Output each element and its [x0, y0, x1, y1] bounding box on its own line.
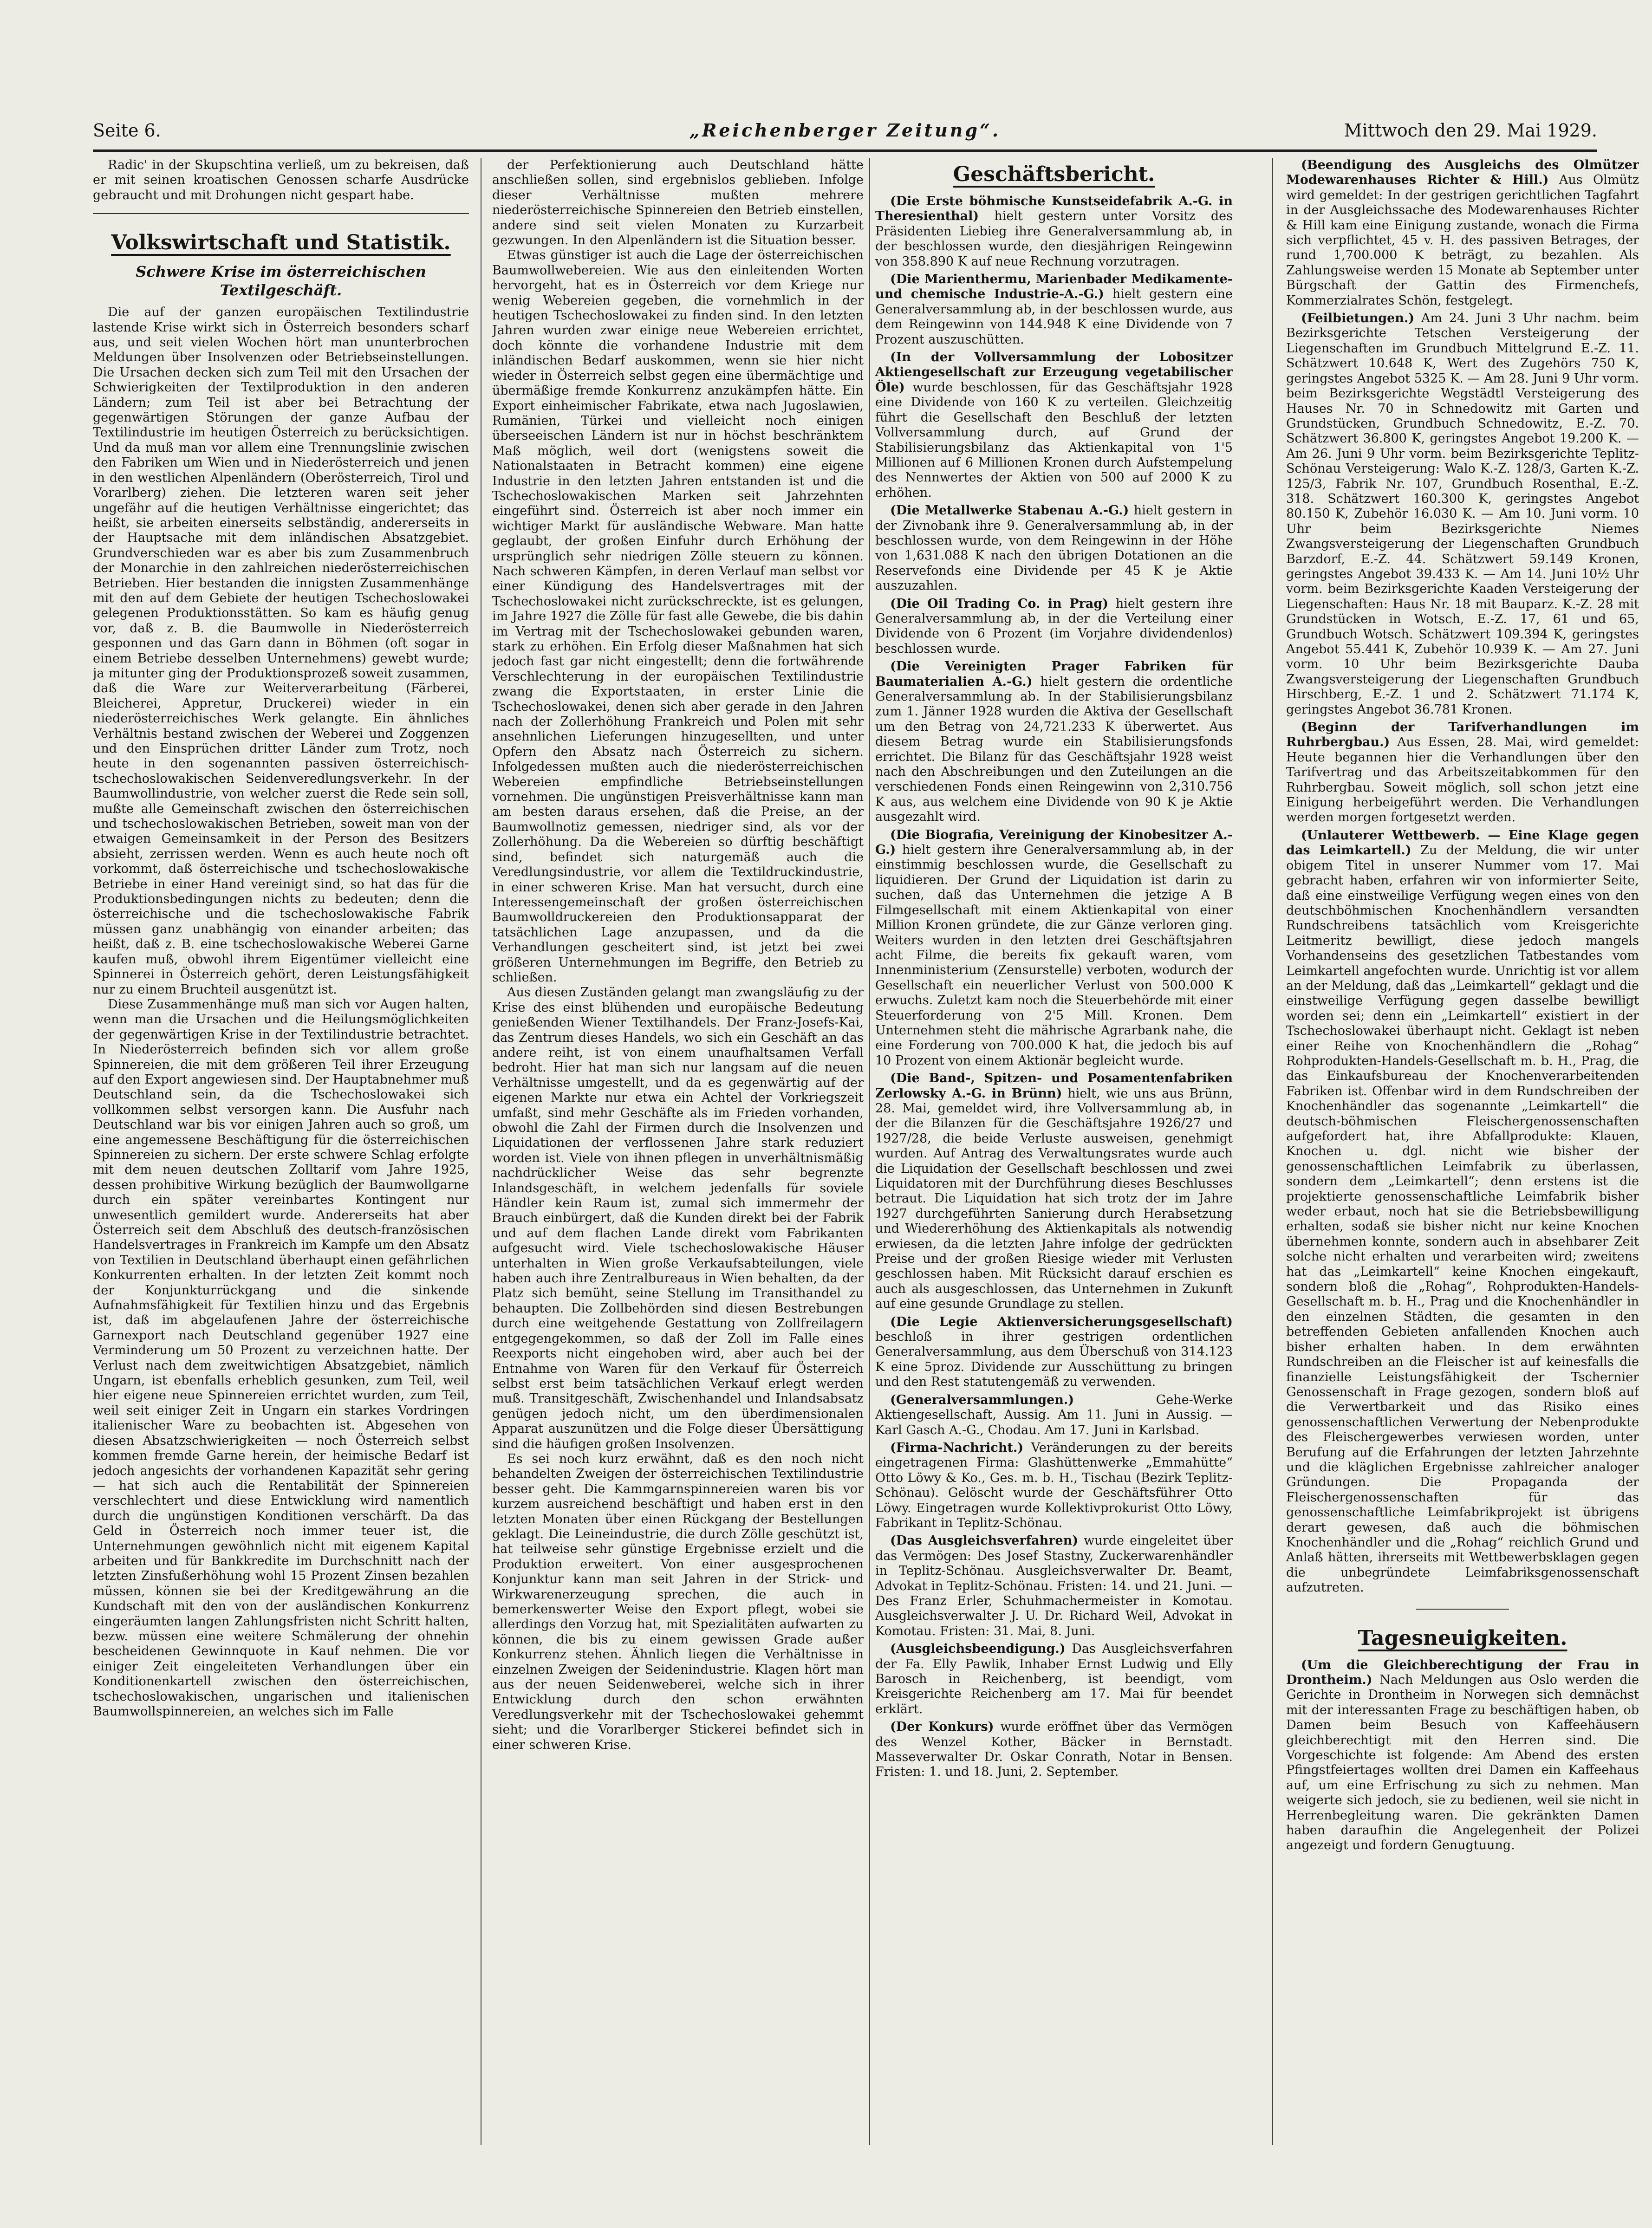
item-text: hielt gestern eine Generalversammlung ab, in der beschlossen wurde, aus dem Reingewinn von 144.948 K eine Dividende von 7 Prozent auszuschütten.: [875, 287, 1233, 347]
item-text: Gehe-Werke Aktiengesellschaft, Aussig. Am 11. Juni in Aussig. — Karl Gasch A.-G., Chodau. Am 17. Juni in Karlsbad.: [875, 1392, 1233, 1437]
news-item: [875, 1071, 1233, 1312]
news-item: [875, 828, 1233, 1069]
item-text: wurde eröffnet über das Vermögen des Wenzel Kother, Bäcker in Bernstadt. Masseverwalter Dr. Oskar Conrath, Notar in Bensen. Fristen: 1. und 18. Juni, 2. September.: [875, 1720, 1233, 1780]
item-lead: (Beginn der Tarifverhandlungen im Ruhrbergbau.): [1286, 720, 1639, 750]
column-divider: [1272, 158, 1273, 2145]
news-item: [875, 272, 1233, 347]
item-lead: (Die Marienthermu, Marienbader Medikamente- und chemische Industrie-A.-G.): [875, 272, 1233, 302]
separator-rule: [1416, 1609, 1509, 1610]
item-lead: (Die Band-, Spitzen- und Posamentenfabriken Zerlowsky A.-G. in Brünn): [875, 1071, 1233, 1101]
item-text: hielt gestern die ordentliche Generalversammlung ab. In der Stabilisierungsbilanz zum 1. Jänner 1928 wurden die Aktiva der Gesellschaft um den Betrag von 24,721.233 K überwertet. Aus diesem Betrag wurde ein Stabilisierungsfonds errichtet. Die Bilanz für das Geschäftsjahr 1928 weist nach den Abschreibungen und den Zuteilungen an die verschiedenen Fonds einen Reingewinn von 2,310.756 K aus, aus welchem eine Dividende von 90 K je Aktie ausgezahlt wird.: [875, 674, 1233, 825]
column-3: [875, 158, 1233, 2154]
section-heading-business: Geschäftsbericht.: [953, 162, 1155, 186]
header-rule: [93, 149, 1597, 152]
item-lead: (Die Biografia, Vereinigung der Kinobesitzer A.-G.): [875, 827, 1233, 857]
item-lead: (Feilbietungen.): [1301, 311, 1415, 326]
issue-date: Mittwoch den 29. Mai 1929.: [1344, 120, 1597, 141]
column-1: [93, 158, 469, 2154]
item-lead: (Die Erste böhmische Kunstseidefabrik A.-G. in Theresienthal): [875, 194, 1233, 224]
article-paragraph: Aus diesen Zuständen gelangt man zwangsläufig zu der Krise des einst blühenden und europäische Bedeutung genießenden Wiener Textilhandels. Der Franz-Josefs-Kai, das Zentrum dieses Handels, wo sich ein Geschäft an das andere reiht, ist von einem unaufhaltsamen Verfall bedroht. Hier hat man sich nur langsam auf die neuen Verhältnisse umgestellt, und da es gegenwärtig auf der eigenen Markte nur etwa ein Achtel der Vorkriegszeit umfaßt, sind mehr Geschäfte als im Frieden vorhanden, obwohl die Zahl der Firmen durch die Insolvenzen und Liquidationen der verflossenen Jahre stark reduziert worden ist. Viele von ihnen pflegen in unverhältnismäßig nachdrücklicher Weise das sehr begrenzte Inlandsgeschäft, in welchem jedenfalls für soviele Händler kein Raum ist, zumal sich immermehr der Brauch einbürgert, daß die Kunden direkt bei der Fabrik und auf dem flachen Lande direkt vom Fabrikanten aufgesucht wird. Viele tschechoslowakische Häuser unterhalten in Wien große Verkaufsabteilungen, viele haben auch ihre Zentralbureaus in Wien behalten, da der Platz sich bemüht, seine Stellung im Transithandel zu behaupten. Die Zollbehörden sind diesen Bestrebungen durch eine weitgehende Gestattung von Zollfreilagern entgegengekommen, so daß der Zoll im Falle eines Reexports nicht eingehoben wird, aber auch bei der Entnahme von Waren für den Verkauf für Österreich selbst erst beim tatsächlichen Verkauf erlegt werden muß. Transitgeschäft, Zwischenhandel und Inlandsabsatz genügen jedoch nicht, um den überdimensionalen Apparat auszunützen und die Folge dieser Übersättigung sind die häufigen großen Insolvenzen.: [492, 985, 864, 1451]
item-text: hielt gestern in der Zivnobank ihre 9. Generalversammlung ab, in der beschlossen wurde, von dem Reingewinn in der Höhe von 1,631.088 K nach den übrigen Dotationen an die Reservefonds eine Dividende per 45 K je Aktie auszuzahlen.: [875, 503, 1233, 593]
section-heading-daily-news: Tagesneuigkeiten.: [1358, 1626, 1567, 1650]
item-lead: (Die Legie Aktienversicherungsgesellschaft): [890, 1314, 1233, 1329]
item-lead: (Beendigung des Ausgleichs des Olmützer Modewarenhauses Richter & Hill.): [1286, 158, 1639, 188]
page-number: Seite 6.: [93, 120, 161, 141]
item-lead: (Das Ausgleichsverfahren): [890, 1533, 1079, 1548]
news-item: [1286, 1658, 1639, 1853]
section-heading-economy: Volkswirtschaft und Statistik.: [111, 231, 451, 255]
article-paragraph: Diese Zusammenhänge muß man sich vor Augen halten, wenn man die Ursachen und die Heilungsmöglichkeiten der gegenwärtigen Krise in der Textilindustrie betrachtet. In Niederösterreich befinden sich vor allem große Spinnereien, die mit dem größeren Teil ihrer Erzeugung auf den Export angewiesen sind. Der Hauptabnehmer muß Deutschland sein, da die Tschechoslowakei sich vollkommen selbst versorgen kann. Die Ausfuhr nach Deutschland war bis vor einigen Jahren auch so groß, um eine angemessene Beschäftigung für die österreichischen Spinnereien zu sichern. Der erste schwere Schlag erfolgte mit dem neuen deutschen Zolltarif vom Jahre 1925, dessen prohibitive Wirkung bezüglich der Baumwollgarne durch ein später vereinbartes Kontingent nur unwesentlich gemildert wurde. Andererseits hat aber Österreich seit dem Abschluß des deutsch-französischen Handelsvertrages in Frankreich im Kampfe um den Absatz von Textilien in Deutschland überhaupt einen gefährlichen Konkurrenten erhalten. In der letzten Zeit kommt noch der Konjunkturrückgang und die sinkende Aufnahmsfähigkeit für Textilien hinzu und das Ergebnis ist, daß im abgelaufenen Jahre der österreichische Garnexport nach Deutschland gegenüber 1927 eine Verminderung um 50 Prozent zu verzeichnen hatte. Der Verlust nach dem zweitwichtigen Absatzgebiet, nämlich Ungarn, ist ebenfalls erheblich gesunken, zum Teil, weil hier eigene neue Spinnereien errichtet wurden, zum Teil, weil seit einiger Zeit in Ungarn ein starkes Vordringen italienischer Ware zu beobachten ist. Abgesehen von diesen Absatzschwierigkeiten — noch Österreich selbst kommen fremde Garne herein, der heimische Bedarf ist jedoch angesichts der vorhandenen Kapazität sehr gering — hat sich auch die Rentabilität der Spinnereien verschlechtert und diese Entwicklung wird namentlich durch die ungünstigen Konditionen verschärft. Da das Geld in Österreich noch immer teuer ist, die Unternehmungen gewöhnlich nicht mit eigenem Kapital arbeiten und für Bankkredite im Durchschnitt nach der letzten Zinsfußerhöhung wohl 15 Prozent Zinsen bezahlen müssen, können sie bei der Kreditgewährung an die Kundschaft mit den von der ausländischen Konkurrenz eingeräumten langen Zahlungsfristen nicht Schritt halten, bezw. müssen eine weitere Schmälerung der ohnehin bescheidenen Gewinnquote in Kauf nehmen. Die vor einiger Zeit eingeleiteten Verhandlungen über ein Konditionenkartell zwischen den österreichischen, tschechoslowakischen, ungarischen und italienischen Baumwollspinnereien, an welches sich im Falle: [93, 997, 469, 1719]
article-title: Schwere Krise im österreichischen Textilgeschäft.: [136, 263, 426, 299]
news-item: [1286, 720, 1639, 825]
item-text: Aus Essen, 28. Mai, wird gemeldet: Heute begannen hier die Verhandlungen über den Tarifvertrag und das Arbeitszeitabkommen für den Ruhrbergbau. Soweit möglich, soll schon jetzt eine Einigung herbeigeführt werden. Die Verhandlungen werden morgen fortgesetzt werden.: [1286, 735, 1639, 825]
item-lead: (Unlauterer Wettbewerb. — Eine Klage gegen das Leimkartell.): [1286, 828, 1639, 858]
item-text: hielt gestern ihre Generalversammlung ab, in der die Verteilung einer Dividende von 6 Prozent (im Vorjahre dividendenlos) beschlossen wurde.: [875, 596, 1233, 656]
item-lead: (In der Vollversammlung der Lobositzer Aktiengesellschaft zur Erzeugung vegetabilischer Öle): [875, 350, 1233, 395]
item-text: wurde eingeleitet über das Vermögen: Des Josef Stastny, Zuckerwarenhändler in Teplitz-Schönau. Ausgleichsverwalter Dr. Beamt, Advokat in Teplitz-Schönau. Fristen: 14. und 21. Juni. — Des Franz Erler, Schuhmachermeister in Komotau. Ausgleichsverwalter J. U. Dr. Richard Weil, Advokat in Komotau. Fristen: 31. Mai, 8. Juni.: [875, 1533, 1233, 1638]
news-item: [875, 597, 1233, 657]
column-divider: [869, 158, 870, 2145]
page-header: [93, 114, 1597, 147]
column-2: [492, 158, 864, 2154]
news-item: [875, 1720, 1233, 1780]
item-lead: (Der Konkurs): [890, 1720, 994, 1734]
news-item: [875, 1441, 1233, 1531]
item-text: Veränderungen zu der bereits eingetragenen Firma: Glashüttenwerke „Emmahütte“ Otto Löwy & Ko., Ges. m. b. H., Tischau (Bezirk Teplitz-Schönau). Gelöscht wurde der Geschäftsführer Otto Löwy. Eingetragen wurde Kollektivprokurist Otto Löwy, Fabrikant in Teplitz-Schönau.: [875, 1440, 1233, 1530]
item-lead: (Ausgleichsbeendigung.): [890, 1642, 1066, 1656]
article-paragraph: Etwas günstiger ist auch die Lage der österreichischen Baumwollwebereien. Wie aus den einleitenden Worten hervorgeht, hat es in Österreich vor dem Kriege nur wenig Webereien gegeben, die vornehmlich in der heutigen Tschechoslowakei zu finden sind. In den letzten Jahren wurden zwar einige neue Webereien errichtet, doch könnte die vorhandene Industrie mit dem inländischen Bedarf auskommen, wenn sie hier nicht wieder in Österreich selbst gegen eine übermächtige und übermäßige fremde Konkurrenz anzukämpfen hätte. Ein Export einheimischer Fabrikate, etwa nach Jugoslawien, Rumänien, Türkei und vielleicht noch einigen überseeischen Ländern ist nur in höchst beschränktem Maß möglich, weil dort (wenigstens soweit die Nationalstaaten in Betracht kommen) eine eigene Industrie in den letzten Jahren entstanden ist und die Tschechoslowakischen Marken seit Jahrzehnten eingeführt sind. Österreich ist aber noch immer ein wichtiger Markt für ausländische Webware. Man hatte geglaubt, der großen Einfuhr durch Erhöhung der ursprünglich sehr niedrigen Zölle steuern zu können. Nach schweren Kämpfen, in deren Verlauf man selbst vor einer Kündigung des Handelsvertrages mit der Tschechoslowakei nicht zurückschreckte, ist es gelungen, im Jahre 1927 die Zölle für fast alle Gewebe, die bis dahin im Vertrag mit der Tschechoslowakei gebunden waren, stark zu erhöhen. Ein Erfolg dieser Maßnahmen hat sich jedoch fast gar nicht eingestellt; denn die fortwährende Verschlechterung in der europäischen Textilindustrie zwang die Exportstaaten, in erster Linie die Tschechoslowakei, denen sich aber gerade in den Jahren nach der Zollerhöhung Frankreich und Polen mit sehr ansehnlichen Lieferungen hinzugesellten, und unter Opfern den Absatz nach Österreich zu sichern. Infolgedessen mußten auch die niederösterreichischen Webereien empfindliche Betriebseinstellungen vornehmen. Die ungünstigen Preisverhältnisse kann man am besten daraus ersehen, daß die Preise, an der Baumwollnotiz gemessen, niedriger sind, als vor der Zollerhöhung. Da die Webereien so dürftig beschäftigt sind, befindet sich naturgemäß auch die Veredlungsindustrie, vor allem die Textildruckindustrie, in einer schweren Krise. Man hat versucht, durch eine Interessengemeinschaft der großen österreichischen Baumwolldruckereien den Produktionsapparat der tatsächlichen Lage anzupassen, und da die Verhandlungen gescheitert sind, ist jetzt bei zwei größeren Unternehmungen im Begriffe, den Betrieb zu schließen.: [492, 248, 864, 985]
news-item: [875, 1533, 1233, 1639]
article-paragraph: Die auf der ganzen europäischen Textilindustrie lastende Krise wirkt sich in Österreich besonders scharf aus, und seit vielen Wochen hört man ununterbrochen Meldungen über Insolvenzen oder Betriebseinstellungen. Die Ursachen decken sich zum Teil mit den Ursachen der Schwierigkeiten der Textilproduktion in den anderen Ländern; zum Teil ist aber bei Betrachtung der gegenwärtigen Störungen der ganze Aufbau der Textilindustrie im heutigen Österreich zu berücksichtigen. Und da muß man vor allem eine Trennungslinie zwischen den Fabriken um Wien und in Niederösterreich und jenen in den westlichen Alpenländern (Oberösterreich, Tirol und Vorarlberg) ziehen. Die letzteren waren seit jeher ungefähr auf die heutigen Verhältnisse eingerichtet; das heißt, sie arbeiten einerseits selbständig, andererseits in der Hauptsache mit dem inländischen Absatzgebiet. Grundverschieden war es aber bis zum Zusammenbruch der Monarchie in den zahlreichen niederösterreichischen Betrieben. Hier bestanden die innigsten Zusammenhänge mit den auf dem Gebiete der heutigen Tschechoslowakei gelegenen Produktionsstätten. So kam es häufig genug vor, daß z. B. die Baumwolle in Niederösterreich gesponnen und das Garn dann in Böhmen (oft sogar in einem Betriebe desselben Unternehmens) gewebt wurde; ja mitunter ging der Produktionsprozeß soweit zusammen, daß die Ware zur Weiterverarbeitung (Färberei, Bleicherei, Appretur, Druckerei) wieder in ein niederösterreichisches Werk gelangte. Ein ähnliches Verhältnis bestand zwischen der Weberei und Zoggenzen und den Einsprüchen dritter Länder zum Trotz, noch heute in den sogenannten passiven österreichisch-tschechoslowakischen Seidenveredlungsverkehr. In der Baumwollindustrie, von welcher zuerst die Rede sein soll, mußte alle Gemeinschaft zwischen den österreichischen und tschechoslowakischen Betrieben, soweit man von der etwaigen Gemeinsamkeit in der Person des Besitzers absieht, zerrissen werden. Wenn es auch heute noch oft vorkommt, daß österreichische und tschechoslowakische Betriebe in einer Hand vereinigt sind, so hat das für die Produktionsbedingungen nichts zu bedeuten; denn die österreichische und die tschechoslowakische Fabrik müssen ganz unabhängig von einander arbeiten; das heißt, daß z. B. eine tschechoslowakische Weberei Garne kaufen muß, obwohl ihrem Eigentümer vielleicht eine Spinnerei in Österreich gehört, deren Leistungsfähigkeit nur zu einem Bruchteil ausgenützt ist.: [93, 305, 469, 997]
article-paragraph: der Perfektionierung auch Deutschland hätte anschließen sollen, sind ergebnislos geblieben. Infolge dieser Verhältnisse mußten mehrere niederösterreichische Spinnereien den Betrieb einstellen, andere sind seit vielen Monaten zu Kurzarbeit gezwungen. In den Alpenländern ist die Situation besser.: [492, 158, 864, 248]
item-lead: (Die Metallwerke Stabenau A.-G.): [890, 503, 1129, 518]
news-item: [875, 1393, 1233, 1438]
news-item: [875, 194, 1233, 269]
intro-paragraph: Radic' in der Skupschtina verließ, um zu bekreisen, daß er mit seinen kroatischen Genossen scharfe Ausdrücke gebraucht und mit Drohungen nicht gespart habe.: [93, 158, 469, 202]
item-text: hielt gestern unter Vorsitz des Präsidenten Liebieg ihre Generalversammlung ab, in der beschlossen wurde, den diesjährigen Reingewinn von 358.890 K auf neue Rechnung vorzutragen.: [875, 209, 1233, 269]
news-item: [875, 350, 1233, 500]
item-text: hielt gestern ihre Generalversammlung ab, in der einstimmig beschlossen wurde, die Gesellschaft zu liquidieren. Der Grund der Liquidation ist darin zu suchen, daß das Unternehmen die jetzige A B Filmgesellschaft mit einem Aktienkapital von einer Million Kronen gründete, die zur Gänze verloren ging. Weiters wurden in den letzten drei Geschäftsjahren acht Filme, die bereits fix gekauft waren, vom Innenministerium (Zensurstelle) verboten, wodurch der Gesellschaft ein neuerlicher Verlust von 500.000 K erwuchs. Zuletzt kam noch die Steuerbehörde mit einer Steuerforderung von 2'5 Mill. Kronen. Dem Unternehmen steht die mährische Agrarbank nahe, die eine Forderung von 700.000 K hat, die jedoch bis auf 10 Prozent von einem Aktionär begleicht wurde.: [875, 843, 1233, 1068]
item-lead: (Firma-Nachricht.): [890, 1440, 1024, 1455]
newspaper-title: „Reichenberger Zeitung“.: [689, 120, 1001, 141]
item-text: wurde beschlossen, für das Geschäftsjahr 1928 eine Dividende von 160 K zu verteilen. Gleichzeitig führt die Gesellschaft den Beschluß der letzten Vollversammlung durch, auf Grund der Stabilisierungsbilanz das Aktienkapital von 1'5 Millionen auf 6 Millionen Kronen durch Aufstempelung des Nennwertes der Aktien von 500 auf 2000 K zu erhöhen.: [875, 380, 1233, 500]
news-item: [1286, 828, 1639, 1596]
item-text: Aus Olmütz wird gemeldet: In der gestrigen gerichtlichen Tagfahrt in der Ausgleichssache des Modewarenhauses Richter & Hill kam eine Einigung zustande, wonach die Firma sich verpflichtet, 45 v. H. des passiven Betrages, der rund 1,700.000 K beträgt, zu bezahlen. Als Zahlungsweise werden 15 Monate ab September unter Bürgschaft der Gattin des Firmenchefs, Kommerzialrates Schön, festgelegt.: [1286, 173, 1639, 308]
item-lead: (Generalversammlungen.): [890, 1392, 1074, 1407]
item-text: Am 24. Juni 3 Uhr nachm. beim Bezirksgerichte Tetschen Versteigerung der Liegenschaften im Grundbuch Mittelgrund E.-Z. 11. Schätzwert 10.648 K, Wert des Zugehörs 750 K, geringstes Angebot 5325 K. — Am 28. Juni 9 Uhr vorm. beim Bezirksgerichte Wegstädtl Versteigerung des Hauses Nr. 70 in Schnedowitz mit Garten und Grundstücken, Grundbuch Schnedowitz, E.-Z. 70. Schätzwert 36.800 K, geringstes Angebot 19.200 K. — Am 26. Juni 9 Uhr vorm. beim Bezirksgerichte Teplitz-Schönau Versteigerung: Walo K.-Z. 128/3, Garten K.-Z. 125/3, Fabrik Nr. 107, Grundbuch Rosenthal, E.-Z. 318. Schätzwert 160.300 K, geringstes Angebot 80.150 K, Zubehör 16.030 K. — Am 10. Juni vorm. 10 Uhr beim Bezirksgerichte Niemes Zwangsversteigerung der Liegenschaften Grundbuch Barzdorf, E.-Z. 44. Schätzwert 59.149 Kronen, geringstes Angebot 39.433 K. — Am 14. Juni 10½ Uhr vorm. beim Bezirksgerichte Kaaden Versteigerung der Liegenschaften: Haus Nr. 18 mit Bauparz. K.-Z. 28 mit Grundstücken in Wotsch, E.-Z. 17, 61 und 65, Grundbuch Wotsch. Schätzwert 109.394 K, geringstes Angebot 55.441 K, Zubehör 10.939 K. — Am 27. Juni vorm. 10 Uhr beim Bezirksgerichte Dauba Zwangsversteigerung der Liegenschaften Grundbuch Hirschberg, E.-Z. 1 und 2. Schätzwert 71.174 K, geringstes Angebot 36.781 Kronen.: [1286, 311, 1639, 717]
news-item: [1286, 158, 1639, 308]
item-text: Zu der Meldung, die wir unter obigem Titel in unserer Nummer vom 17. Mai gebracht haben, erfahren wir von informierter Seite, daß eine einstweilige Verfügung wegen eines von den deutschböhmischen Knochenhändlern versandten Rundschreibens tatsächlich vom Kreisgerichte Leitmeritz bewilligt, diese jedoch mangels Vorhandenseins des gesetzlichen Tatbestandes vom Leimkartell angefochten wurde. Unrichtig ist vor allem an der Meldung, daß das „Leimkartell“ geklagt und die einstweilige Verfügung gegen dasselbe bewilligt worden sei; denn ein „Leimkartell“ existiert in der Tschechoslowakei überhaupt nicht. Geklagt ist neben einer Reihe von Knochenhändlern die „Rohag“ Rohprodukten-Handels-Gesellschaft m. b. H., Prag, die das Einkaufsbureau der Knochenverarbeitenden Fabriken ist. Offenbar wird in dem Rundschreiben der Knochenhändler das sogenannte „Leimkartell“ die deutsch-böhmischen Fleischergenossenschaften aufgefordert hat, ihre Abfallprodukte: Klauen, Knochen u. dgl. nicht wie bisher der genossenschaftlichen Leimfabrik zu überlassen, sondern dem „Leimkartell“; denn erstens ist die projektierte genossenschaftliche Leimfabrik bisher weder erbaut, noch hat sie die Betriebsbewilligung erhalten, sodaß sie bisher nicht nur keine Knochen übernehmen konnte, sondern auch in absehbarer Zeit solche nicht erhalten und verarbeiten wird; zweitens hat das „Leimkartell“ keine Knochen eingekauft, sondern bloß die „Rohag“, Rohprodukten-Handels-Gesellschaft m. b. H., Prag und die Knochenhändler in den einzelnen Städten, die gesamten in den betreffenden Gebieten anfallenden Knochen auch bisher erhalten haben. In dem erwähnten Rundschreiben an die Fleischer ist auf keinesfalls die finanzielle Leistungsfähigkeit der Tschernier Genossenschaft in Frage gezogen, sondern bloß auf die Verwertbarkeit und das Risiko eines genossenschaftlichen Verwertung der Nebenprodukte des Fleischergewerbes verwiesen worden, unter Berufung auf die Erfahrungen der letzten Jahrzehnte und die kläglichen Ergebnisse zahlreicher analoger Gründungen. Die Propaganda der Fleischergenossenschaften für das genossenschaftliche Leimfabrikprojekt ist übrigens derart gewesen, daß auch die böhmischen Knochenhändler und die „Rohag“ reichlich Grund und Anlaß hätten, ihrerseits mit Wettbewerbsklagen gegen die unbegründete Leimfabriksgenossenschaft aufzutreten.: [1286, 843, 1639, 1595]
item-lead: (Die Vereinigten Prager Fabriken für Baumaterialien A.-G.): [875, 659, 1233, 689]
separator-rule: [93, 213, 469, 214]
news-item: [875, 1642, 1233, 1717]
item-text: beschloß in ihrer gestrigen ordentlichen Generalversammlung, aus dem Überschuß von 314.123 K eine 5proz. Dividende zur Ausschüttung zu bringen und den Rest statutengemäß zu verwenden.: [875, 1330, 1233, 1390]
article-paragraph: Es sei noch kurz erwähnt, daß es den noch nicht behandelten Zweigen der österreichischen Textilindustrie besser geht. Die Kammgarnspinnereien waren bis vor kurzem ausreichend beschäftigt und haben erst in den letzten Monaten über einen Rückgang der Bestellungen geklagt. Die Leineindustrie, die durch Zölle geschützt ist, hat teilweise sehr günstige Ergebnisse erzielt und die Produktion erweitert. Von einer ausgesprochenen Konjunktur kann man seit Jahren in der Strick- und Wirkwarenerzeugung sprechen, die auch in bemerkenswerter Weise den Export pflegt, wobei sie allerdings den Vorzug hat, mit Spezialitäten aufwarten zu können, die bis zu einem gewissen Grade außer Konkurrenz stehen. Ähnlich liegen die Verhältnisse in einzelnen Zweigen der Seidenindustrie. Klagen hört man aus der neuen Seidenweberei, welche sich in ihrer Entwicklung durch den schon erwähnten Veredlungsverkehr mit der Tschechoslowakei gehemmt sieht; und die Vorarlberger Stickerei befindet sich in einer schweren Krise.: [492, 1451, 864, 1752]
news-item: [875, 1315, 1233, 1390]
news-item: [1286, 311, 1639, 717]
column-4: [1286, 158, 1639, 2154]
item-lead: (Die Oil Trading Co. in Prag): [890, 596, 1109, 611]
item-text: Das Ausgleichsverfahren der Fa. Elly Pawlik, Inhaber Ernst Ludwig und Elly Barosch in Reichenberg, ist beendigt, vom Kreisgerichte Reichenberg am 17. Mai für beendet erklärt.: [875, 1642, 1233, 1716]
news-item: [875, 659, 1233, 825]
news-item: [875, 503, 1233, 593]
item-lead: (Um die Gleichberechtigung der Frau in Drontheim.): [1286, 1657, 1639, 1687]
item-text: Nach Meldungen aus Oslo werden die Gerichte in Drontheim in Norwegen sich demnächst mit der interessanten Frage zu beschäftigen haben, ob Damen beim Besuch von Kaffeehäusern gleichberechtigt mit den Herren sind. Die Vorgeschichte ist folgende: Am Abend des ersten Pfingstfeiertages wollten drei Damen ein Kaffeehaus auf, um eine Erfrischung zu sich zu nehmen. Man weigerte sich jedoch, sie zu bedienen, weil sie nicht in Herrenbegleitung waren. Die gekränkten Damen haben daraufhin die Angelegenheit der Polizei angezeigt und fordern Genugtuung.: [1286, 1673, 1639, 1853]
item-text: hielt, wie uns aus Brünn, 28. Mai, gemeldet wird, ihre Vollversammlung ab, in der die Bilanzen für die Geschäftsjahre 1926/27 und 1927/28, die beide Verluste ausweisen, genehmigt wurden. Auf Antrag des Verwaltungsrates wurde auch die Liquidation der Gesellschaft beschlossen und zwei Liquidatoren mit der Durchführung dieses Beschlusses betraut. Die Liquidation hat sich trotz der im Jahre 1927 durchgeführten Sanierung durch Herabsetzung und Wiedererhöhung des Aktienkapitals als notwendig erwiesen, da die letzten Jahre infolge der gedrückten Preise und der großen Riesige wieder mit Verlusten geschlossen haben. Mit Rücksicht darauf erschien es auch als ausgeschlossen, das Unternehmen in Zukunft auf eine gesunde Grundlage zu stellen.: [875, 1086, 1233, 1312]
